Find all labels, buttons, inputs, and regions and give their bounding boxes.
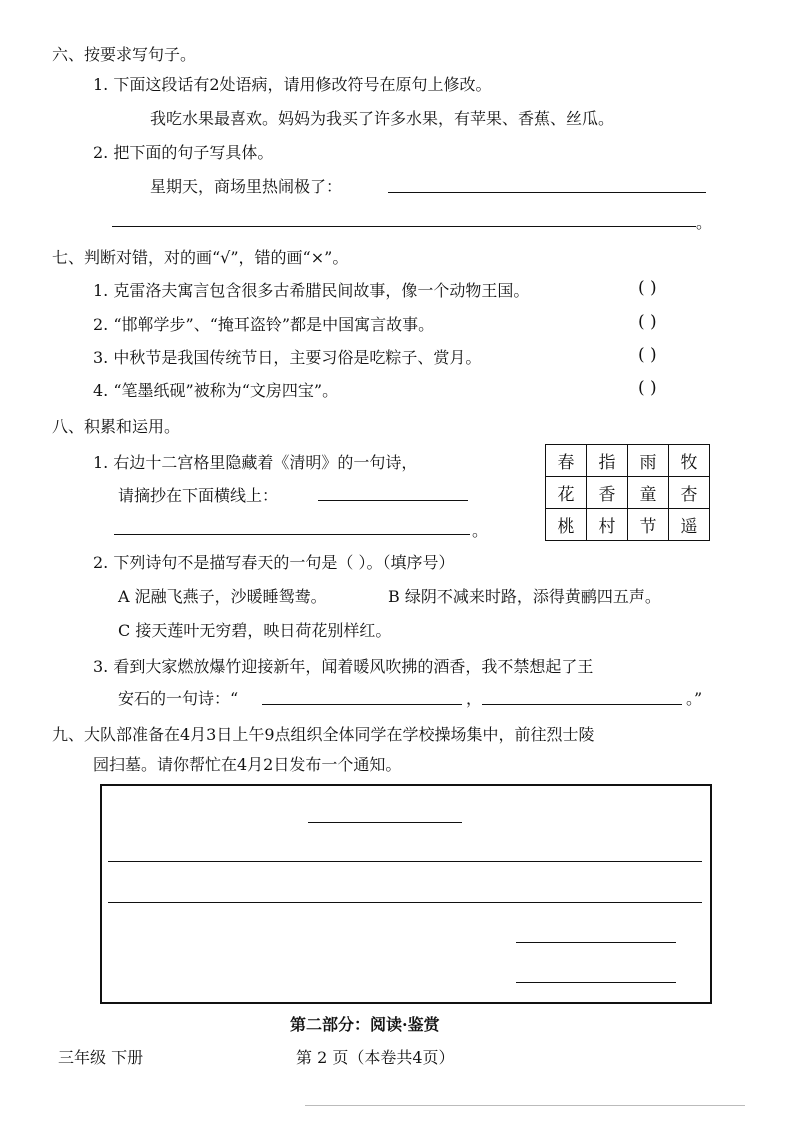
option-a: A 泥融飞燕子，沙暖睡鸳鸯。 [118, 587, 327, 606]
answer-line[interactable] [262, 704, 462, 705]
close-quote: 。” [686, 689, 703, 708]
sec8-q1-line1: 1. 右边十二宫格里隐藏着《清明》的一句诗， [93, 453, 418, 472]
answer-bracket[interactable]: ( ) [638, 345, 657, 365]
grid-cell: 杏 [669, 477, 710, 509]
section-7-title: 七、判断对错，对的画“√”，错的画“×”。 [52, 248, 349, 267]
sec6-q2-prompt: 星期天，商场里热闹极了： [150, 177, 343, 196]
section-9-line2: 园扫墓。请你帮忙在4月2日发布一个通知。 [93, 755, 402, 774]
section-6-title: 六、按要求写句子。 [52, 45, 197, 64]
comma: ， [466, 689, 483, 708]
grid-cell: 牧 [669, 445, 710, 477]
grid-cell: 童 [628, 477, 669, 509]
notice-writing-box [100, 784, 712, 1004]
answer-line[interactable] [112, 226, 696, 227]
grid-cell: 花 [546, 477, 587, 509]
judge-item-2: 2. “邯郸学步”、“掩耳盗铃”都是中国寓言故事。 [93, 315, 435, 334]
grid-cell: 节 [628, 509, 669, 541]
page-number: 第 2 页（本卷共4页） [296, 1048, 455, 1067]
grid-cell: 村 [587, 509, 628, 541]
sec6-question-1: 1. 下面这段话有2处语病，请用修改符号在原句上修改。 [93, 75, 492, 94]
period: 。 [696, 213, 713, 232]
judge-item-1: 1. 克雷洛夫寓言包含很多古希腊民间故事，像一个动物王国。 [93, 281, 530, 300]
notice-body-line[interactable] [108, 861, 702, 862]
grid-cell: 香 [587, 477, 628, 509]
notice-body-line[interactable] [108, 902, 702, 903]
answer-line[interactable] [318, 500, 468, 501]
sec8-q3-line1: 3. 看到大家燃放爆竹迎接新年，闻着暖风吹拂的酒香，我不禁想起了王 [93, 657, 594, 676]
grade-label: 三年级 下册 [58, 1048, 144, 1067]
period: 。 [472, 521, 489, 540]
option-c: C 接天莲叶无穷碧，映日荷花别样红。 [118, 621, 392, 640]
grid-cell: 桃 [546, 509, 587, 541]
option-b: B 绿阴不减来时路，添得黄鹂四五声。 [388, 587, 661, 606]
notice-date-line[interactable] [516, 982, 676, 983]
answer-bracket[interactable]: ( ) [638, 278, 657, 298]
divider [305, 1105, 745, 1106]
answer-bracket[interactable]: ( ) [638, 378, 657, 398]
grid-cell: 指 [587, 445, 628, 477]
answer-line[interactable] [388, 192, 706, 193]
grid-cell: 春 [546, 445, 587, 477]
notice-signature-line[interactable] [516, 942, 676, 943]
grid-cell: 遥 [669, 509, 710, 541]
sec8-q3-line2: 安石的一句诗：“ [118, 689, 239, 708]
judge-item-3: 3. 中秋节是我国传统节日，主要习俗是吃粽子、赏月。 [93, 348, 482, 367]
judge-item-4: 4. “笔墨纸砚”被称为“文房四宝”。 [93, 381, 339, 400]
grid-cell: 雨 [628, 445, 669, 477]
sec6-question-2: 2. 把下面的句子写具体。 [93, 143, 274, 162]
section-8-title: 八、积累和运用。 [52, 417, 181, 436]
sec8-q1-line2: 请摘抄在下面横线上： [118, 486, 279, 505]
answer-bracket[interactable]: ( ) [638, 312, 657, 332]
answer-line[interactable] [482, 704, 682, 705]
part-title: 第二部分：阅读·鉴赏 [290, 1015, 440, 1034]
notice-title-line[interactable] [308, 822, 462, 823]
character-grid [545, 444, 710, 541]
section-9-line1: 九、大队部准备在4月3日上午9点组织全体同学在学校操场集中，前往烈士陵 [52, 725, 595, 744]
sec8-question-2: 2. 下列诗句不是描写春天的一句是（ ）。（填序号） [93, 553, 455, 572]
answer-line[interactable] [114, 534, 470, 535]
sec6-q1-sentence: 我吃水果最喜欢。妈妈为我买了许多水果，有苹果、香蕉、丝瓜。 [150, 109, 615, 128]
